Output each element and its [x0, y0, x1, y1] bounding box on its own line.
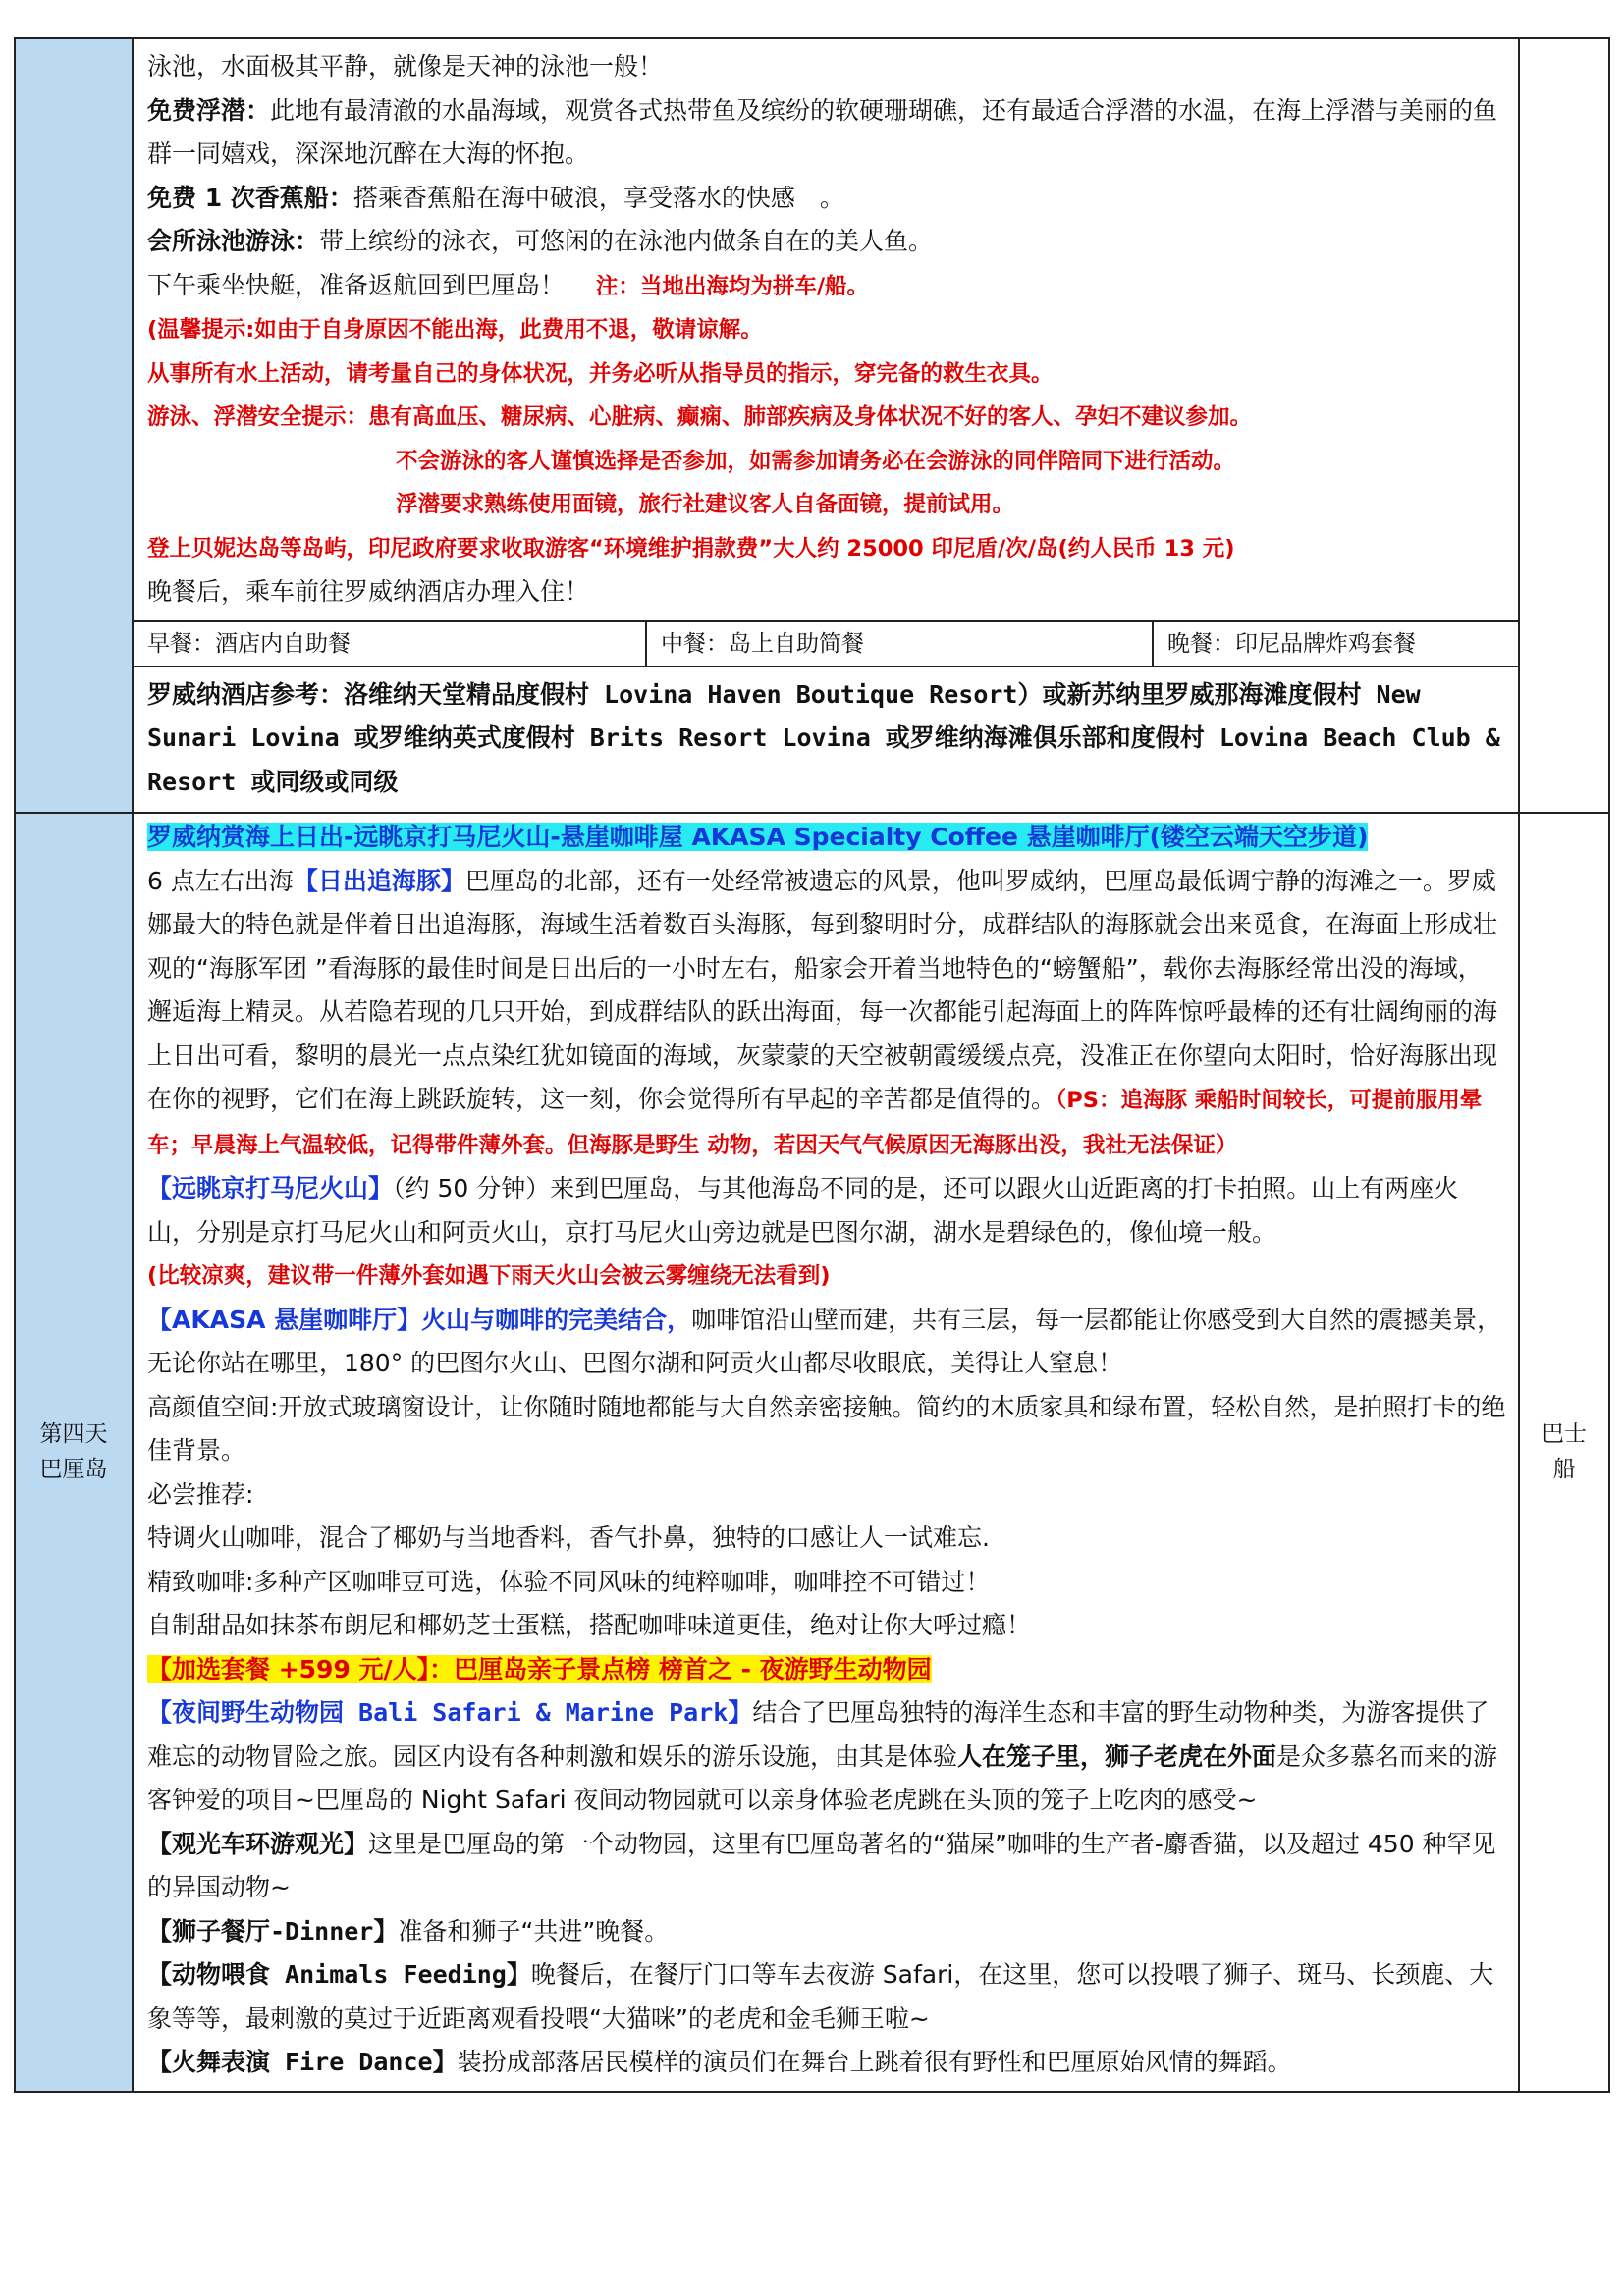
- dinner-line: 晚餐后，乘车前往罗威纳酒店办理入住！: [147, 577, 590, 606]
- fire-dance-paragraph: 【火舞表演 Fire Dance】装扮成部落居民模样的演员们在舞台上跳着很有野性和巴厘原始风情的舞蹈。: [147, 2048, 1292, 2076]
- volcano-paragraph: 【远眺京打马尼火山】（约 50 分钟）来到巴厘岛，与其他海岛不同的是，还可以跟火山近距离的打卡拍照。山上有两座火山，分别是京打马尼火山和阿贡火山，京打马尼火山旁边就是巴图尔湖，湖水是碧绿色的，像仙境一般。: [147, 1174, 1459, 1247]
- recommend-title: 必尝推荐:: [147, 1479, 254, 1509]
- day3-label-cell: [15, 38, 133, 813]
- recommend-item: 自制甜品如抹茶布朗尼和椰奶芝士蛋糕，搭配咖啡味道更佳，绝对让你大呼过瘾！: [147, 1611, 1032, 1639]
- day4-content: [134, 814, 1518, 2091]
- day4-row: [15, 813, 1609, 2092]
- warning-3: 游泳、浮潜安全提示：患有高血压、糖尿病、心脏病、癫痫、肺部疾病及身体状况不好的客人、孕妇不建议参加。: [147, 404, 1253, 430]
- transport-bus: 巴士: [1542, 1421, 1587, 1448]
- volcano-note: (比较凉爽，建议带一件薄外套如遇下雨天火山会被云雾缠绕无法看到): [147, 1263, 831, 1289]
- recommend-item: 精致咖啡:多种产区咖啡豆可选，体验不同风味的纯粹咖啡，咖啡控不可错过！: [147, 1567, 991, 1596]
- warning-2: 从事所有水上活动，请考量自己的身体状况，并务必听从指导员的指示，穿完备的救生衣具。: [147, 360, 1054, 387]
- dinner-cell: 晚餐：印尼品牌炸鸡套餐: [1167, 630, 1416, 657]
- transport-boat: 船: [1552, 1457, 1576, 1483]
- day3-row: [15, 38, 1609, 813]
- day3-content: [134, 39, 1518, 620]
- tram-paragraph: 【观光车环游观光】这里是巴厘岛的第一个动物园，这里有巴厘岛著名的“猫屎”咖啡的生产者-麝香猫，以及超过 450 种罕见的异国动物~: [147, 1829, 1496, 1901]
- sunrise-paragraph: 6 点左右出海【日出追海豚】巴厘岛的北部，还有一处经常被遗忘的风景，他叫罗威纳，巴厘岛最低调宁静的海滩之一。罗威娜最大的特色就是伴着日出追海豚，海域生活着数百头海豚，每到黎明时分，成群结队的海豚就会出来觅食，在海面上形成壮观的“海豚军团 ”看海豚的最佳时间是日出后的一小时左右，船家会开着当地特色的“螃蟹船”，载你去海豚经常出没的海域，邂逅海上精灵。从若隐若现的几只开始，到成群结队的跃出海面，每一次都能引起海面上的阵阵惊呼最棒的还有壮阔绚丽的海上日出可看，黎明的晨光一点点染红犹如镜面的海域，灰蒙蒙的天空被朝霞缓缓点亮，没准正在你望向太阳时，恰好海豚出现在你的视野，它们在海上跳跃旋转，这一刻，你会觉得所有早起的辛苦都是值得的。（PS：追海豚 乘船时间较长，可提前服用晕车；早晨海上气温较低，记得带件薄外套。但海豚是野生 动物，若因天气气候原因无海豚出没，我社无法保证）: [147, 866, 1498, 1158]
- fee-note: 登上贝妮达岛等岛屿，印尼政府要求收取游客“环境维护捐款费”大人约 25000 印尼盾/次/岛(约人民币 13 元): [147, 535, 1235, 561]
- itinerary-table: [14, 37, 1610, 2093]
- lion-paragraph: 【狮子餐厅-Dinner】准备和狮子“共进”晚餐。: [147, 1916, 670, 1946]
- lunch-cell: 中餐：岛上自助简餐: [647, 622, 1154, 666]
- warning-4: 不会游泳的客人谨慎选择是否参加，如需参加请务必在会游泳的同伴陪同下进行活动。: [396, 448, 1236, 474]
- space-paragraph: 高颜值空间:开放式玻璃窗设计，让你随时随地都能与大自然亲密接触。简约的木质家具和绿布置，轻松自然，是拍照打卡的绝佳背景。: [147, 1392, 1506, 1465]
- day4-content-cell: [133, 813, 1519, 2092]
- snorkel-line: 免费浮潜：此地有最清澈的水晶海域，观赏各式热带鱼及缤纷的软硬珊瑚礁，还有最适合浮潜的水温，在海上浮潜与美丽的鱼群一同嬉戏，深深地沉醉在大海的怀抱。: [147, 95, 1498, 168]
- day3-content-cell: [133, 38, 1519, 813]
- warning-5: 浮潜要求熟练使用面镜，旅行社建议客人自备面镜，提前试用。: [396, 492, 1015, 517]
- pool-line: 泳池，水面极其平静，就像是天神的泳池一般！: [147, 52, 664, 80]
- club-pool-line: 会所泳池游泳：带上缤纷的泳衣，可悠闲的在泳池内做条自在的美人鱼。: [147, 227, 934, 255]
- day4-transport-cell: [1519, 813, 1609, 2092]
- day4-location: 巴厘岛: [39, 1457, 108, 1483]
- day3-transport-cell: [1519, 38, 1609, 813]
- banana-boat-line: 免费 1 次香蕉船：搭乘香蕉船在海中破浪，享受落水的快感 。: [147, 183, 844, 212]
- day4-label: 第四天: [39, 1421, 108, 1448]
- meals-row: [134, 620, 1518, 667]
- return-note: 注：当地出海均为拼车/船。: [595, 273, 870, 299]
- akasa-paragraph: 【AKASA 悬崖咖啡厅】火山与咖啡的完美结合，咖啡馆沿山壁而建，共有三层，每一层都能让你感受到大自然的震撼美景，无论你站在哪里，180° 的巴图尔火山、巴图尔湖和阿贡火山都尽收眼底，美得让人窒息！: [147, 1305, 1502, 1377]
- day4-title: 罗威纳赏海上日出-远眺京打马尼火山-悬崖咖啡屋 AKASA Specialty Coffee 悬崖咖啡厅(镂空云端天空步道): [147, 823, 1369, 851]
- hotel-reference: 罗威纳酒店参考：洛维纳天堂精品度假村 Lovina Haven Boutique Resort）或新苏纳里罗威那海滩度假村 New Sunari Lovina 或罗维纳英式度假村 Brits Resort Lovina 或罗维纳海滩俱乐部和度假村 Lovina Beach Club & Resort 或同级或同级: [147, 679, 1500, 796]
- warning-1: (温馨提示:如由于自身原因不能出海，此费用不退，敬请谅解。: [147, 317, 763, 343]
- day4-label-cell: [15, 813, 133, 2092]
- breakfast-cell: 早餐：酒店内自助餐: [134, 622, 647, 666]
- feeding-paragraph: 【动物喂食 Animals Feeding】晚餐后，在餐厅门口等车去夜游 Safari，在这里，您可以投喂了狮子、斑马、长颈鹿、大象等等，最刺激的莫过于近距离观看投喂“大猫咪”的老虎和金毛狮王啦~: [147, 1960, 1494, 2033]
- safari-paragraph: 【夜间野生动物园 Bali Safari & Marine Park】结合了巴厘岛独特的海洋生态和丰富的野生动物种类，为游客提供了难忘的动物冒险之旅。园区内设有各种刺激和娱乐的游乐设施，由其是体验人在笼子里，狮子老虎在外面是众多慕名而来的游客钟爱的项目~巴厘岛的 Night Safari 夜间动物园就可以亲身体验老虎跳在头顶的笼子上吃肉的感受~: [147, 1698, 1498, 1814]
- addon-package: 【加选套餐 +599 元/人】：巴厘岛亲子景点榜 榜首之 - 夜游野生动物园: [147, 1654, 932, 1683]
- itinerary-page: [14, 37, 1606, 2093]
- recommend-item: 特调火山咖啡，混合了椰奶与当地香料，香气扑鼻，独特的口感让人一试难忘.: [147, 1523, 990, 1552]
- return-line: 下午乘坐快艇，准备返航回到巴厘岛！ 注：当地出海均为拼车/船。: [147, 270, 870, 299]
